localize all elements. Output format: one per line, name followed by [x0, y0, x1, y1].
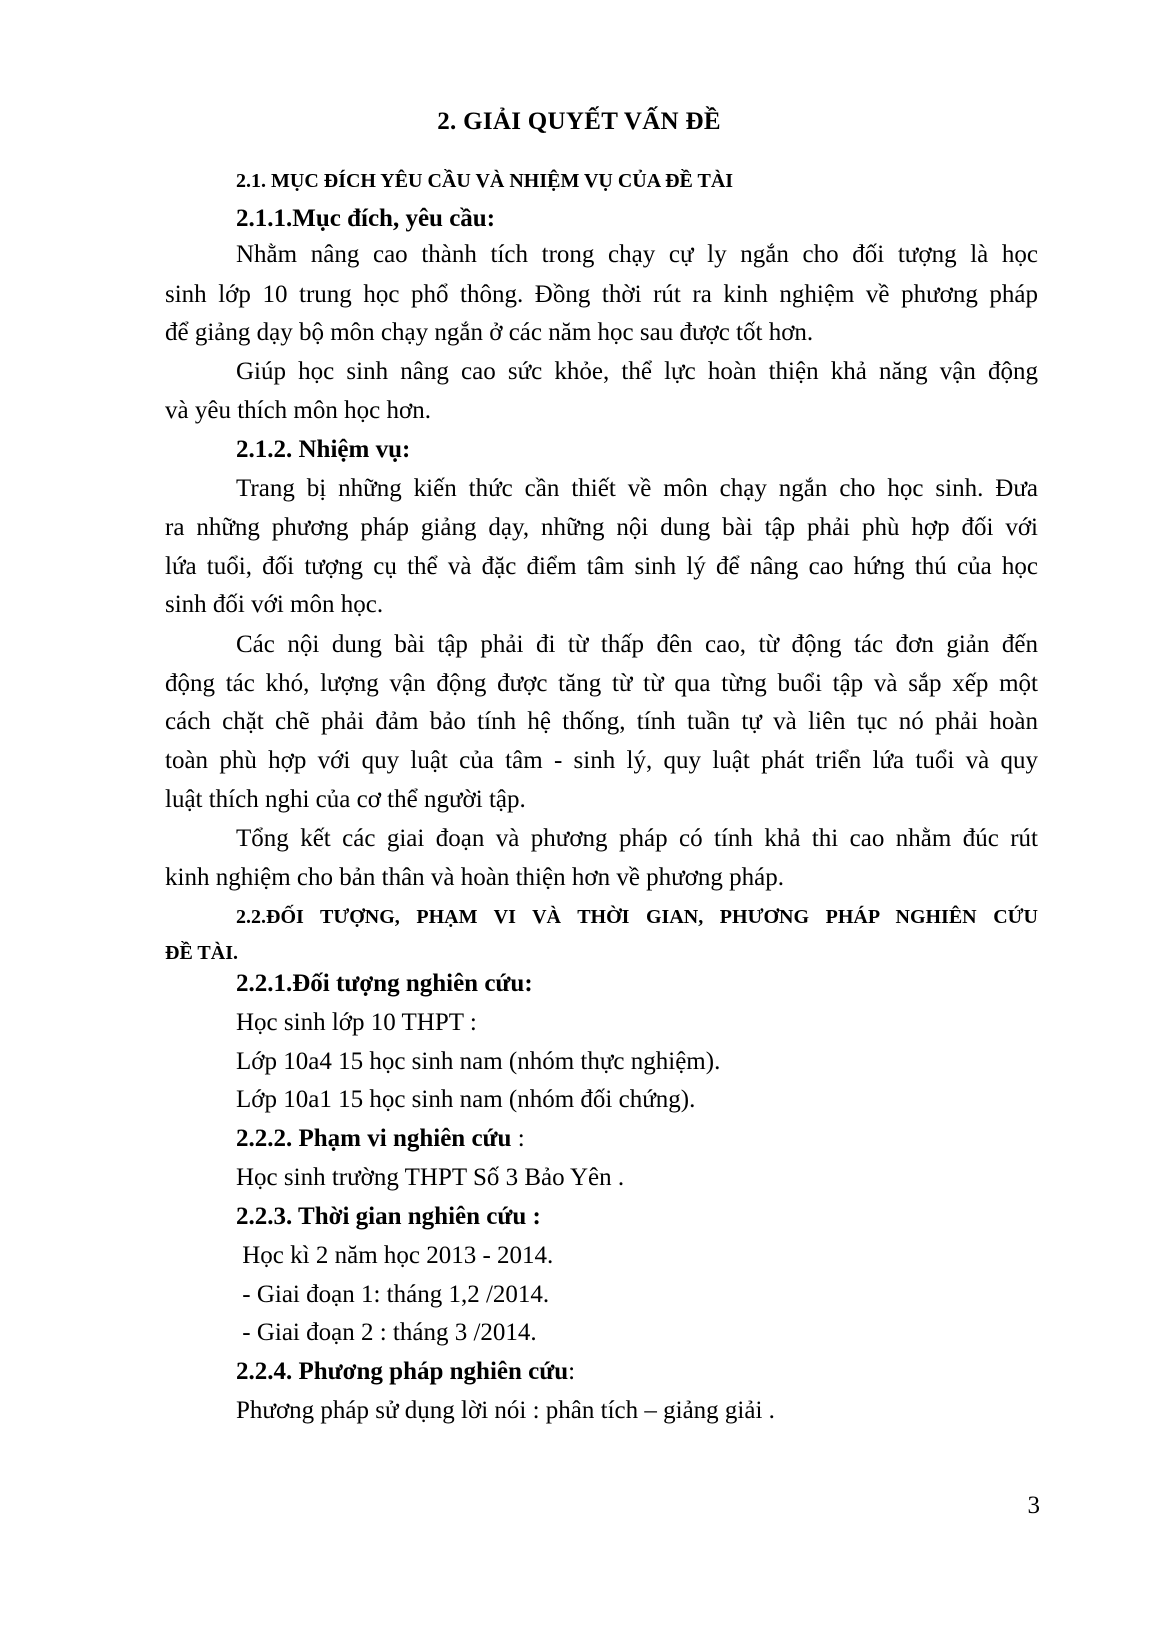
section-2-2-3-heading: 2.2.3. Thời gian nghiên cứu :: [236, 1203, 541, 1230]
paragraph-1-line: để giảng dạy bộ môn chạy ngắn ở các năm học sau được tốt hơn.: [165, 319, 814, 346]
study-subject-line: Học sinh lớp 10 THPT :: [236, 1009, 477, 1036]
study-scope-line: Học sinh trường THPT Số 3 Bảo Yên .: [236, 1164, 625, 1191]
paragraph-4-line: Các nội dung bài tập phải đi từ thấp đên cao, từ động tác đơn giản đến: [236, 631, 1038, 658]
section-2-1-2-heading: 2.1.2. Nhiệm vụ:: [236, 436, 411, 463]
page-title: 2. GIẢI QUYẾT VẤN ĐỀ: [437, 108, 721, 135]
study-time-line: - Giai đoạn 2 : tháng 3 /2014.: [236, 1319, 537, 1346]
paragraph-2-line: Giúp học sinh nâng cao sức khỏe, thể lực hoàn thiện khả năng vận động: [236, 358, 1038, 385]
study-time-line: - Giai đoạn 1: tháng 1,2 /2014.: [236, 1281, 550, 1308]
study-subject-line: Lớp 10a1 15 học sinh nam (nhóm đối chứng).: [236, 1086, 696, 1113]
paragraph-3-line: lứa tuổi, đối tượng cụ thể và đặc điểm tâm sinh lý để nâng cao hứng thú của học: [165, 553, 1038, 580]
paragraph-3-line: ra những phương pháp giảng dạy, những nội dung bài tập phải phù hợp đối với: [165, 514, 1038, 541]
page-number: 3: [1027, 1492, 1040, 1519]
paragraph-1-line: Nhằm nâng cao thành tích trong chạy cự ly ngắn cho đối tượng là học: [236, 241, 1038, 268]
section-2-2-2-heading-text: 2.2.2. Phạm vi nghiên cứu: [236, 1125, 512, 1152]
section-2-2-1-heading: 2.2.1.Đối tượng nghiên cứu:: [236, 970, 533, 997]
section-2-2-4-heading: [236, 1357, 1038, 1387]
section-2-2-heading-line: ĐỀ TÀI.: [165, 942, 238, 964]
paragraph-5-line: Tổng kết các giai đoạn và phương pháp có tính khả thi cao nhằm đúc rút: [236, 825, 1038, 852]
study-method-line: Phương pháp sử dụng lời nói : phân tích – giảng giải .: [236, 1397, 775, 1424]
paragraph-1-line: sinh lớp 10 trung học phổ thông. Đồng thời rút ra kinh nghiệm về phương pháp: [165, 281, 1038, 308]
paragraph-3-line: Trang bị những kiến thức cần thiết về môn chạy ngắn cho học sinh. Đưa: [236, 475, 1038, 502]
paragraph-4-line: toàn phù hợp với quy luật của tâm - sinh lý, quy luật phát triển lứa tuổi và quy: [165, 747, 1038, 774]
paragraph-4-line: luật thích nghi của cơ thể người tập.: [165, 786, 526, 813]
study-subject-line: Lớp 10a4 15 học sinh nam (nhóm thực nghiệm).: [236, 1048, 721, 1075]
section-2-2-4-heading-text: 2.2.4. Phương pháp nghiên cứu: [236, 1358, 569, 1385]
paragraph-2-line: và yêu thích môn học hơn.: [165, 397, 431, 424]
study-time-line: Học kì 2 năm học 2013 - 2014.: [236, 1242, 554, 1269]
section-2-2-heading-line: 2.2.ĐỐI TƯỢNG, PHẠM VI VÀ THỜI GIAN, PHƯƠNG PHÁP NGHIÊN CỨU: [236, 906, 1038, 928]
section-2-2-4-heading-tail: :: [568, 1358, 576, 1385]
paragraph-3-line: sinh đối với môn học.: [165, 591, 384, 618]
section-2-1-heading: 2.1. MỤC ĐÍCH YÊU CẦU VÀ NHIỆM VỤ CỦA ĐỀ TÀI: [236, 170, 734, 192]
paragraph-4-line: động tác khó, lượng vận động được tăng từ từ qua từng buổi tập và sắp xếp một: [165, 670, 1038, 697]
paragraph-4-line: cách chặt chẽ phải đảm bảo tính hệ thống, tính tuần tự và liên tục nó phải hoàn: [165, 708, 1038, 735]
section-2-2-2-heading: [236, 1124, 1038, 1154]
paragraph-5-line: kinh nghiệm cho bản thân và hoàn thiện hơn về phương pháp.: [165, 864, 785, 891]
section-2-1-1-heading: 2.1.1.Mục đích, yêu cầu:: [236, 205, 496, 232]
section-2-2-2-heading-tail: :: [511, 1125, 525, 1152]
